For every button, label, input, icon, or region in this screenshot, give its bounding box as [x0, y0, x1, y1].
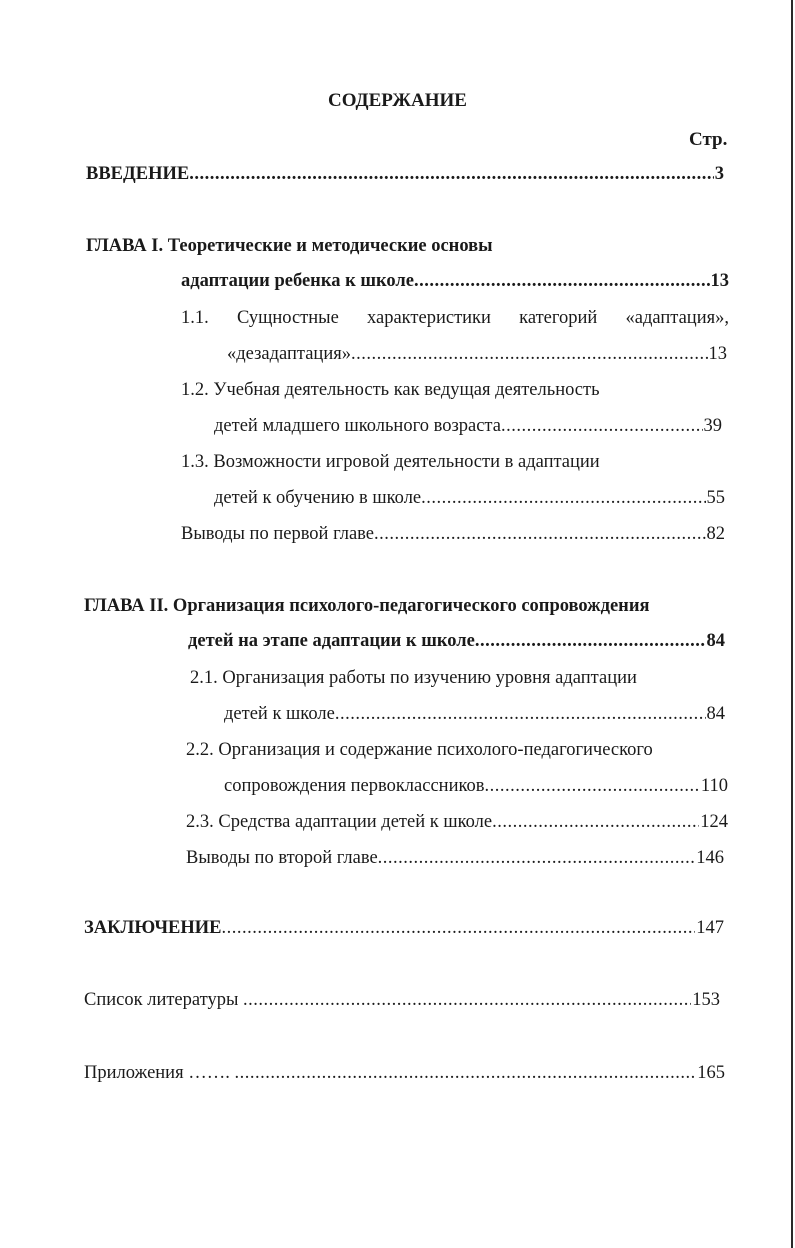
toc-entry-label: Выводы по второй главе [186, 848, 378, 868]
section-number: 1.1. [181, 308, 209, 328]
toc-entry-bibliography[interactable] [84, 990, 720, 1011]
dot-leader [492, 812, 699, 833]
toc-page-number: 3 [714, 164, 724, 184]
dot-leader [414, 271, 710, 292]
dot-leader [475, 631, 706, 652]
toc-section-1-3-line2[interactable] [214, 488, 725, 509]
toc-page-number: 84 [706, 631, 725, 651]
section-word: характеристики [366, 308, 491, 328]
dot-leader [335, 704, 706, 725]
chapter2-heading: ГЛАВА II. Организация психолого-педагогического сопровождения [84, 596, 650, 616]
dot-leader [378, 848, 696, 869]
toc-page-number: 13 [708, 344, 727, 364]
page-edge-border [791, 0, 793, 1248]
toc-page-number: 124 [700, 812, 728, 832]
toc-entry-label: «дезадаптация» [227, 344, 351, 364]
toc-section-2-2-line2[interactable] [224, 776, 728, 797]
toc-section-2-1-line2[interactable] [224, 704, 725, 725]
toc-entry-chapter2[interactable] [188, 631, 725, 652]
toc-section-1-2-line2[interactable] [214, 416, 722, 437]
toc-entry-label: ЗАКЛЮЧЕНИЕ [84, 918, 222, 938]
toc-section-1-2-line1[interactable]: 1.2. Учебная деятельность как ведущая деятельность [181, 380, 600, 400]
toc-page-number: 13 [710, 271, 729, 291]
toc-entry-label: 2.3. Средства адаптации детей к школе [186, 812, 493, 832]
section-word: Сущностные [236, 308, 339, 328]
dot-leader [351, 344, 708, 365]
toc-section-1-3-line1[interactable]: 1.3. Возможности игровой деятельности в адаптации [181, 452, 600, 472]
page-column-header: Стр. [689, 129, 728, 150]
toc-entry-label: сопровождения первоклассников [224, 776, 485, 796]
toc-entry-appendices[interactable] [84, 1063, 725, 1084]
dot-leader [189, 164, 714, 185]
toc-entry-label: Список литературы [84, 990, 244, 1010]
dot-leader [222, 918, 696, 939]
page-title: СОДЕРЖАНИЕ [328, 90, 467, 111]
toc-entry-label: детей к школе [224, 704, 335, 724]
toc-entry-label: детей младшего школьного возраста [214, 416, 501, 436]
toc-entry-label: Приложения ……. [84, 1063, 235, 1083]
toc-page-number: 146 [696, 848, 724, 868]
section-word: категорий [519, 308, 598, 328]
toc-entry-label: ВВЕДЕНИЕ [86, 164, 190, 184]
toc-page-number: 110 [700, 776, 728, 796]
toc-section-1-1-line1[interactable] [181, 308, 729, 329]
toc-page-number: 84 [706, 704, 725, 724]
toc-entry-label: адаптации ребенка к школе [181, 271, 414, 291]
toc-entry-label: детей на этапе адаптации к школе [188, 631, 475, 651]
toc-section-2-1-line1[interactable]: 2.1. Организация работы по изучению уровня адаптации [190, 668, 637, 688]
toc-entry-label: Выводы по первой главе [181, 524, 375, 544]
toc-entry-intro[interactable] [86, 164, 724, 185]
toc-entry-chapter2-conclusions[interactable] [186, 848, 724, 869]
toc-section-2-3[interactable] [186, 812, 728, 833]
toc-page-number: 39 [703, 416, 722, 436]
toc-entry-conclusion[interactable] [84, 918, 724, 939]
section-word: «адаптация», [625, 308, 729, 328]
dot-leader [234, 1063, 696, 1084]
toc-entry-chapter1-conclusions[interactable] [181, 524, 725, 545]
toc-page-number: 147 [696, 918, 724, 938]
dot-leader [485, 776, 700, 797]
toc-page-number: 153 [692, 990, 720, 1010]
toc-section-2-2-line1[interactable]: 2.2. Организация и содержание психолого-педагогического [186, 740, 653, 760]
toc-entry-label: детей к обучению в школе [214, 488, 422, 508]
toc-section-1-1-line2[interactable] [227, 344, 727, 365]
toc-entry-chapter1[interactable] [181, 271, 729, 292]
toc-page-number: 165 [697, 1063, 725, 1083]
toc-page-number: 82 [706, 524, 725, 544]
dot-leader [501, 416, 703, 437]
toc-page-number: 55 [706, 488, 725, 508]
chapter1-heading: ГЛАВА I. Теоретические и методические основы [86, 236, 493, 256]
dot-leader [374, 524, 705, 545]
dot-leader [421, 488, 705, 509]
dot-leader [243, 990, 691, 1011]
